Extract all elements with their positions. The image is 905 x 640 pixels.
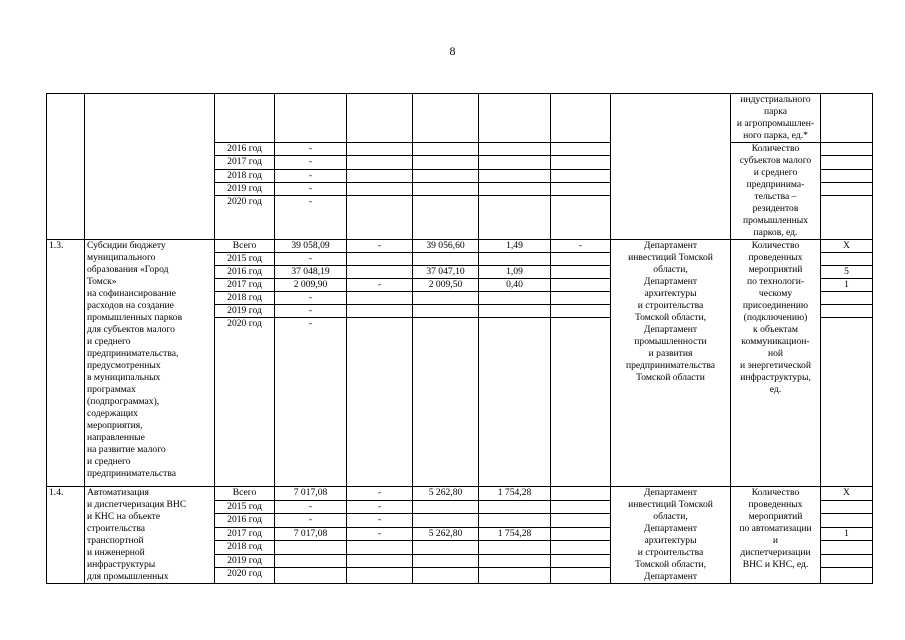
- item14-val: Х: [821, 487, 873, 501]
- cont-year: 2017 год: [215, 156, 275, 169]
- item14-year: Всего: [215, 487, 275, 501]
- cont-top-row: [47, 94, 873, 143]
- cont-year: 2019 год: [215, 182, 275, 195]
- page-number: 8: [449, 44, 456, 58]
- item13-row: 2015 год -: [47, 253, 873, 266]
- item14-row: 2019 год: [47, 554, 873, 568]
- item13-name: Субсидии бюджету муниципального образования «Город Томск» на софинансирование расходов на создание промышленных парков для субъектов малого и среднего предпринимательства, предусмотренных в муниципальных программах (подпрограммах), содержащих мероприятия, направленные на развитие малого и среднего предпринимательства: [85, 240, 215, 487]
- cont-dept-cell: [611, 94, 731, 240]
- item14-dept: Департамент инвестиций Томской области, Департамент архитектуры и строительства Томской области, Департамент: [611, 487, 731, 584]
- item13-dept: Департамент инвестиций Томской области, Департамент архитектуры и строительства Томской области, Департамент промышленности и развития предпринимательства Томской области: [611, 240, 731, 487]
- item13-val: Х: [821, 240, 873, 253]
- item14-row-total: 1.4. Автоматизация и диспетчеризация ВНС и КНС на объекте строительства транспортной и инженерной инфраструктуры для промышленных Всего 7 017,08 - 5 262,80 1 754,28 Департамент инвестиций Томской области, Департамент архитектуры и строительства Томской области, Департамент Количество проведенных мероприятий по автоматизации и диспетчеризации ВНС и КНС, ед. Х: [47, 487, 873, 501]
- item14-num: 1.4.: [47, 487, 85, 584]
- cont-year: 2016 год: [215, 143, 275, 156]
- item14-total: 7 017,08: [275, 487, 347, 501]
- item13-total: 39 058,09: [275, 240, 347, 253]
- cont-total: -: [275, 143, 347, 156]
- item14-row: 2020 год: [47, 568, 873, 584]
- cont-total: -: [275, 169, 347, 182]
- cont-year: 2018 год: [215, 169, 275, 182]
- item14-row: 2018 год: [47, 541, 873, 555]
- item13-year: Всего: [215, 240, 275, 253]
- item13-row: 2016 год 37 048,19 37 047,10 1,09 5: [47, 266, 873, 279]
- cont-year: 2020 год: [215, 196, 275, 240]
- item13-indicator: Количество проведенных мероприятий по технологи- ческому присоединению (подключению) к объектам коммуникацион- ной и энергетической инфраструктуры, ед.: [731, 240, 821, 487]
- cont-name-cell: [85, 94, 215, 240]
- cont-indicator-top: индустриального парка и агропромышлен- ного парка, ед.*: [731, 94, 821, 143]
- item13-row: 2018 год -: [47, 292, 873, 305]
- item14-row: 2016 год - -: [47, 514, 873, 528]
- item14-row: 2015 год - -: [47, 500, 873, 514]
- item14-name: Автоматизация и диспетчеризация ВНС и КНС на объекте строительства транспортной и инженерной инфраструктуры для промышленных: [85, 487, 215, 584]
- cont-total: -: [275, 156, 347, 169]
- cont-total: -: [275, 182, 347, 195]
- item13-row-total: 1.3. Субсидии бюджету муниципального образования «Город Томск» на софинансирование расходов на создание промышленных парков для субъектов малого и среднего предпринимательства, предусмотренных в муниципальных программах (подпрограммах), содержащих мероприятия, направленные на развитие малого и среднего предпринимательства Всего 39 058,09 - 39 056,60 1,49 - Департамент инвестиций Томской области, Департамент архитектуры и строительства Томской области, Департамент промышленности и развития предпринимательства Томской области Количество проведенных мероприятий по технологи- ческому присоединению (подключению) к объектам коммуникацион- ной и энергетической инфраструктуры, ед. Х: [47, 240, 873, 253]
- item13-row: 2017 год 2 009,90 - 2 009,50 0,40 1: [47, 279, 873, 292]
- item14-indicator: Количество проведенных мероприятий по автоматизации и диспетчеризации ВНС и КНС, ед.: [731, 487, 821, 584]
- item13-row: 2019 год -: [47, 305, 873, 318]
- item13-row: 2020 год -: [47, 318, 873, 487]
- cont-num-cell: [47, 94, 85, 240]
- cont-indicator-bottom: Количество субъектов малого и среднего предпринима- тельства – резидентов промышленных парков, ед.: [731, 143, 821, 240]
- program-table: [46, 93, 873, 584]
- item14-row: 2017 год 7 017,08 - 5 262,80 1 754,28 1: [47, 527, 873, 541]
- cont-total: -: [275, 196, 347, 240]
- item13-num: 1.3.: [47, 240, 85, 487]
